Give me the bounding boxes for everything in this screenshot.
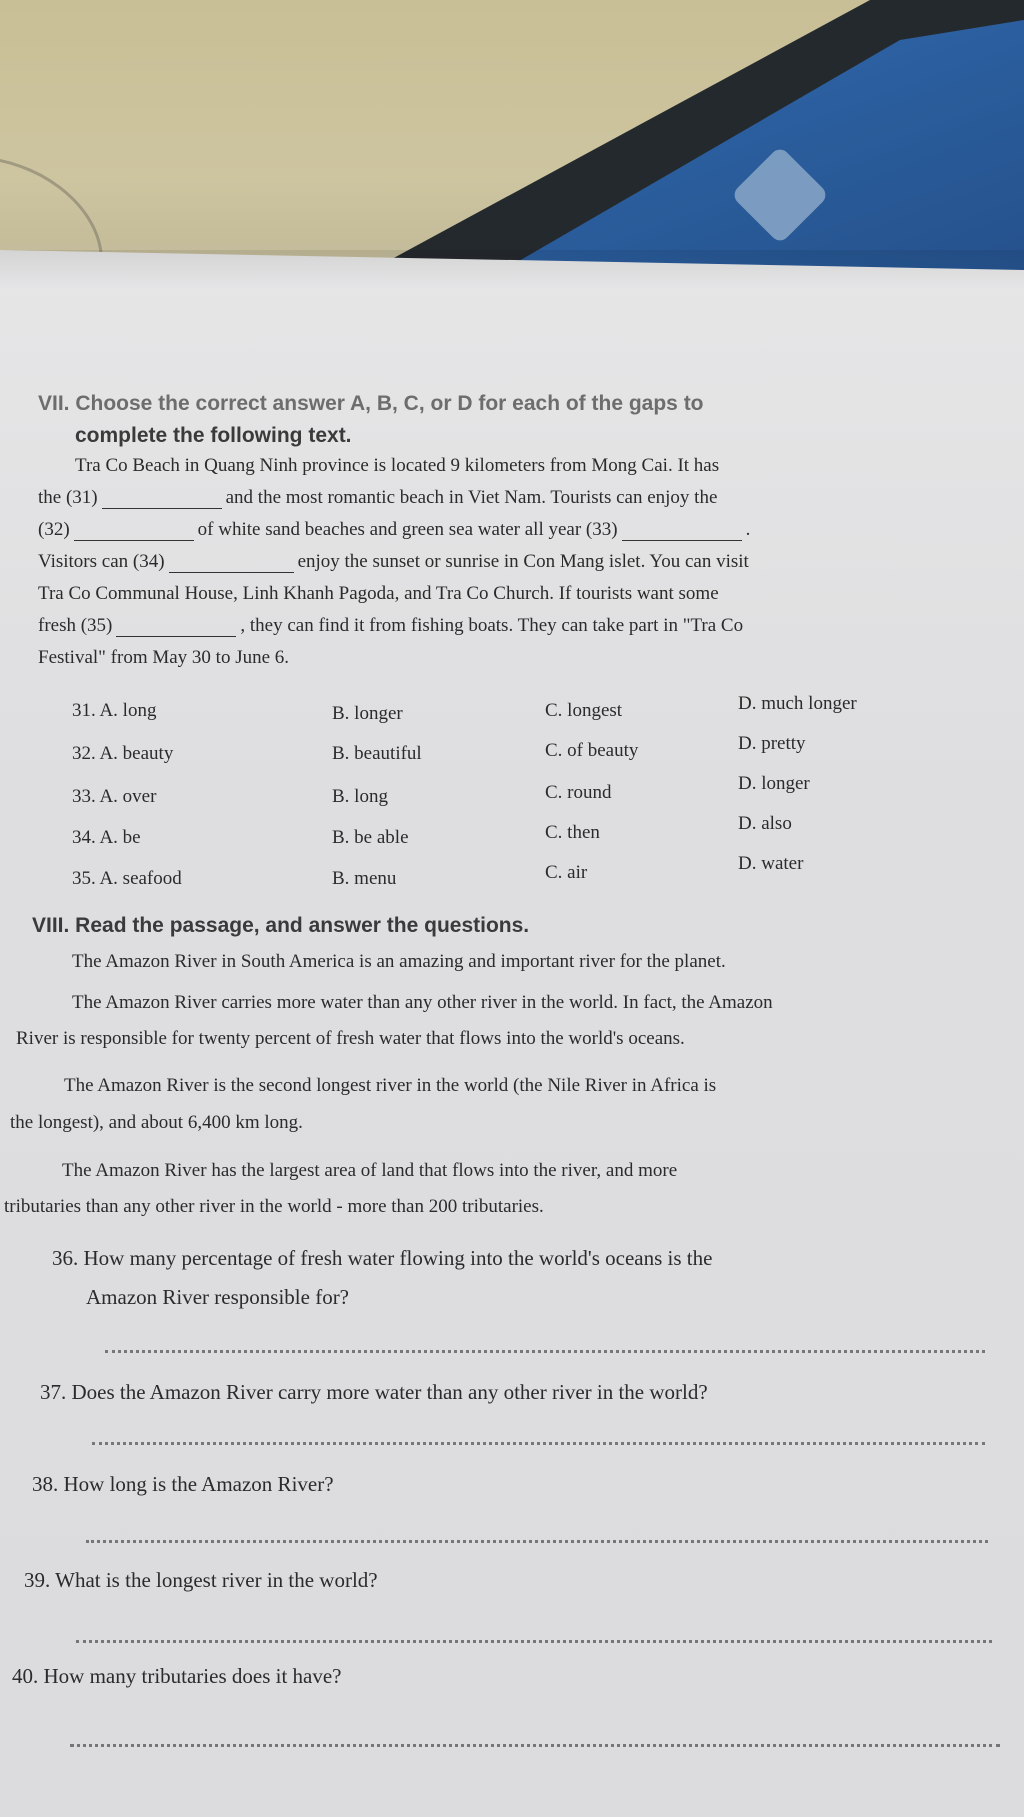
passage-line-3-mid: of white sand beaches and green sea water all year (33): [197, 519, 618, 540]
reading-p4-line1: The Amazon River has the largest area of land that flows into the river, and more: [62, 1160, 678, 1181]
gap-31-blank[interactable]: [102, 508, 222, 509]
question-38: 38. How long is the Amazon River?: [32, 1472, 334, 1496]
passage-line-7: Festival" from May 30 to June 6.: [38, 647, 290, 668]
gap-32-label: (32): [38, 519, 70, 540]
question-37: 37. Does the Amazon River carry more water than any other river in the world?: [40, 1380, 708, 1404]
passage-line-2-rest: and the most romantic beach in Viet Nam. Tourists can enjoy the: [225, 487, 718, 508]
option-35-d[interactable]: D. water: [738, 853, 804, 874]
gap-35-blank[interactable]: [116, 636, 236, 637]
option-32-b[interactable]: B. beautiful: [332, 743, 422, 764]
reading-p4-line2: tributaries than any other river in the world - more than 200 tributaries.: [4, 1196, 544, 1217]
passage-line-3-end: .: [745, 519, 751, 540]
answer-line-36[interactable]: [105, 1350, 985, 1353]
option-34-b[interactable]: B. be able: [332, 827, 409, 848]
answer-line-38[interactable]: [86, 1540, 988, 1543]
reading-p3-line2: the longest), and about 6,400 km long.: [10, 1112, 303, 1133]
option-33-a[interactable]: 33. A. over: [72, 786, 157, 807]
passage-line-4-rest: enjoy the sunset or sunrise in Con Mang islet. You can visit: [297, 551, 749, 572]
section7-heading-line2: complete the following text.: [75, 424, 352, 447]
option-33-b[interactable]: B. long: [332, 786, 388, 807]
option-34-d[interactable]: D. also: [738, 813, 792, 834]
passage-line-3: [38, 519, 750, 541]
gap-34-blank[interactable]: [169, 572, 294, 573]
section7-heading-line1: VII. Choose the correct answer A, B, C, or D for each of the gaps to: [38, 392, 704, 415]
option-35-c[interactable]: C. air: [545, 862, 588, 883]
option-34-a[interactable]: 34. A. be: [72, 827, 141, 848]
page-shadow: [0, 250, 1024, 290]
gap-31-label: the (31): [38, 487, 98, 508]
reading-p1: The Amazon River in South America is an amazing and important river for the planet.: [72, 951, 726, 972]
option-31-d[interactable]: D. much longer: [738, 693, 857, 714]
option-32-c[interactable]: C. of beauty: [545, 740, 639, 761]
section8-heading: VIII. Read the passage, and answer the questions.: [32, 914, 530, 937]
gap-35-label: fresh (35): [38, 615, 113, 636]
passage-line-6-rest: , they can find it from fishing boats. They can take part in "Tra Co: [240, 615, 744, 636]
reading-p3-line1: The Amazon River is the second longest river in the world (the Nile River in Africa is: [64, 1075, 717, 1096]
passage-line-5: Tra Co Communal House, Linh Khanh Pagoda, and Tra Co Church. If tourists want some: [38, 583, 719, 604]
answer-line-39[interactable]: [76, 1640, 992, 1643]
option-33-c[interactable]: C. round: [545, 782, 612, 803]
option-31-c[interactable]: C. longest: [545, 700, 623, 721]
passage-line-4: [38, 551, 749, 573]
option-31-b[interactable]: B. longer: [332, 703, 403, 724]
passage-line-1: Tra Co Beach in Quang Ninh province is located 9 kilometers from Mong Cai. It has: [75, 455, 720, 476]
option-33-d[interactable]: D. longer: [738, 773, 810, 794]
reading-p2-line2: River is responsible for twenty percent of fresh water that flows into the world's oceans.: [16, 1028, 685, 1049]
option-32-d[interactable]: D. pretty: [738, 733, 806, 754]
gap-33-blank[interactable]: [622, 540, 742, 541]
option-31-a[interactable]: 31. A. long: [72, 700, 157, 721]
option-35-a[interactable]: 35. A. seafood: [72, 868, 182, 889]
passage-line-2: [38, 487, 717, 509]
option-35-b[interactable]: B. menu: [332, 868, 397, 889]
question-36-line1: 36. How many percentage of fresh water flowing into the world's oceans is the: [52, 1246, 713, 1270]
gap-34-label: Visitors can (34): [38, 551, 165, 572]
answer-line-40[interactable]: [70, 1744, 1000, 1747]
option-32-a[interactable]: 32. A. beauty: [72, 743, 174, 764]
passage-line-6: [38, 615, 743, 637]
reading-p2-line1: The Amazon River carries more water than any other river in the world. In fact, the Amazon: [72, 992, 773, 1013]
gap-32-blank[interactable]: [74, 540, 194, 541]
question-39: 39. What is the longest river in the world?: [24, 1568, 378, 1592]
question-40: 40. How many tributaries does it have?: [12, 1664, 342, 1688]
answer-line-37[interactable]: [92, 1442, 985, 1445]
option-34-c[interactable]: C. then: [545, 822, 600, 843]
question-36-line2: Amazon River responsible for?: [86, 1285, 350, 1309]
